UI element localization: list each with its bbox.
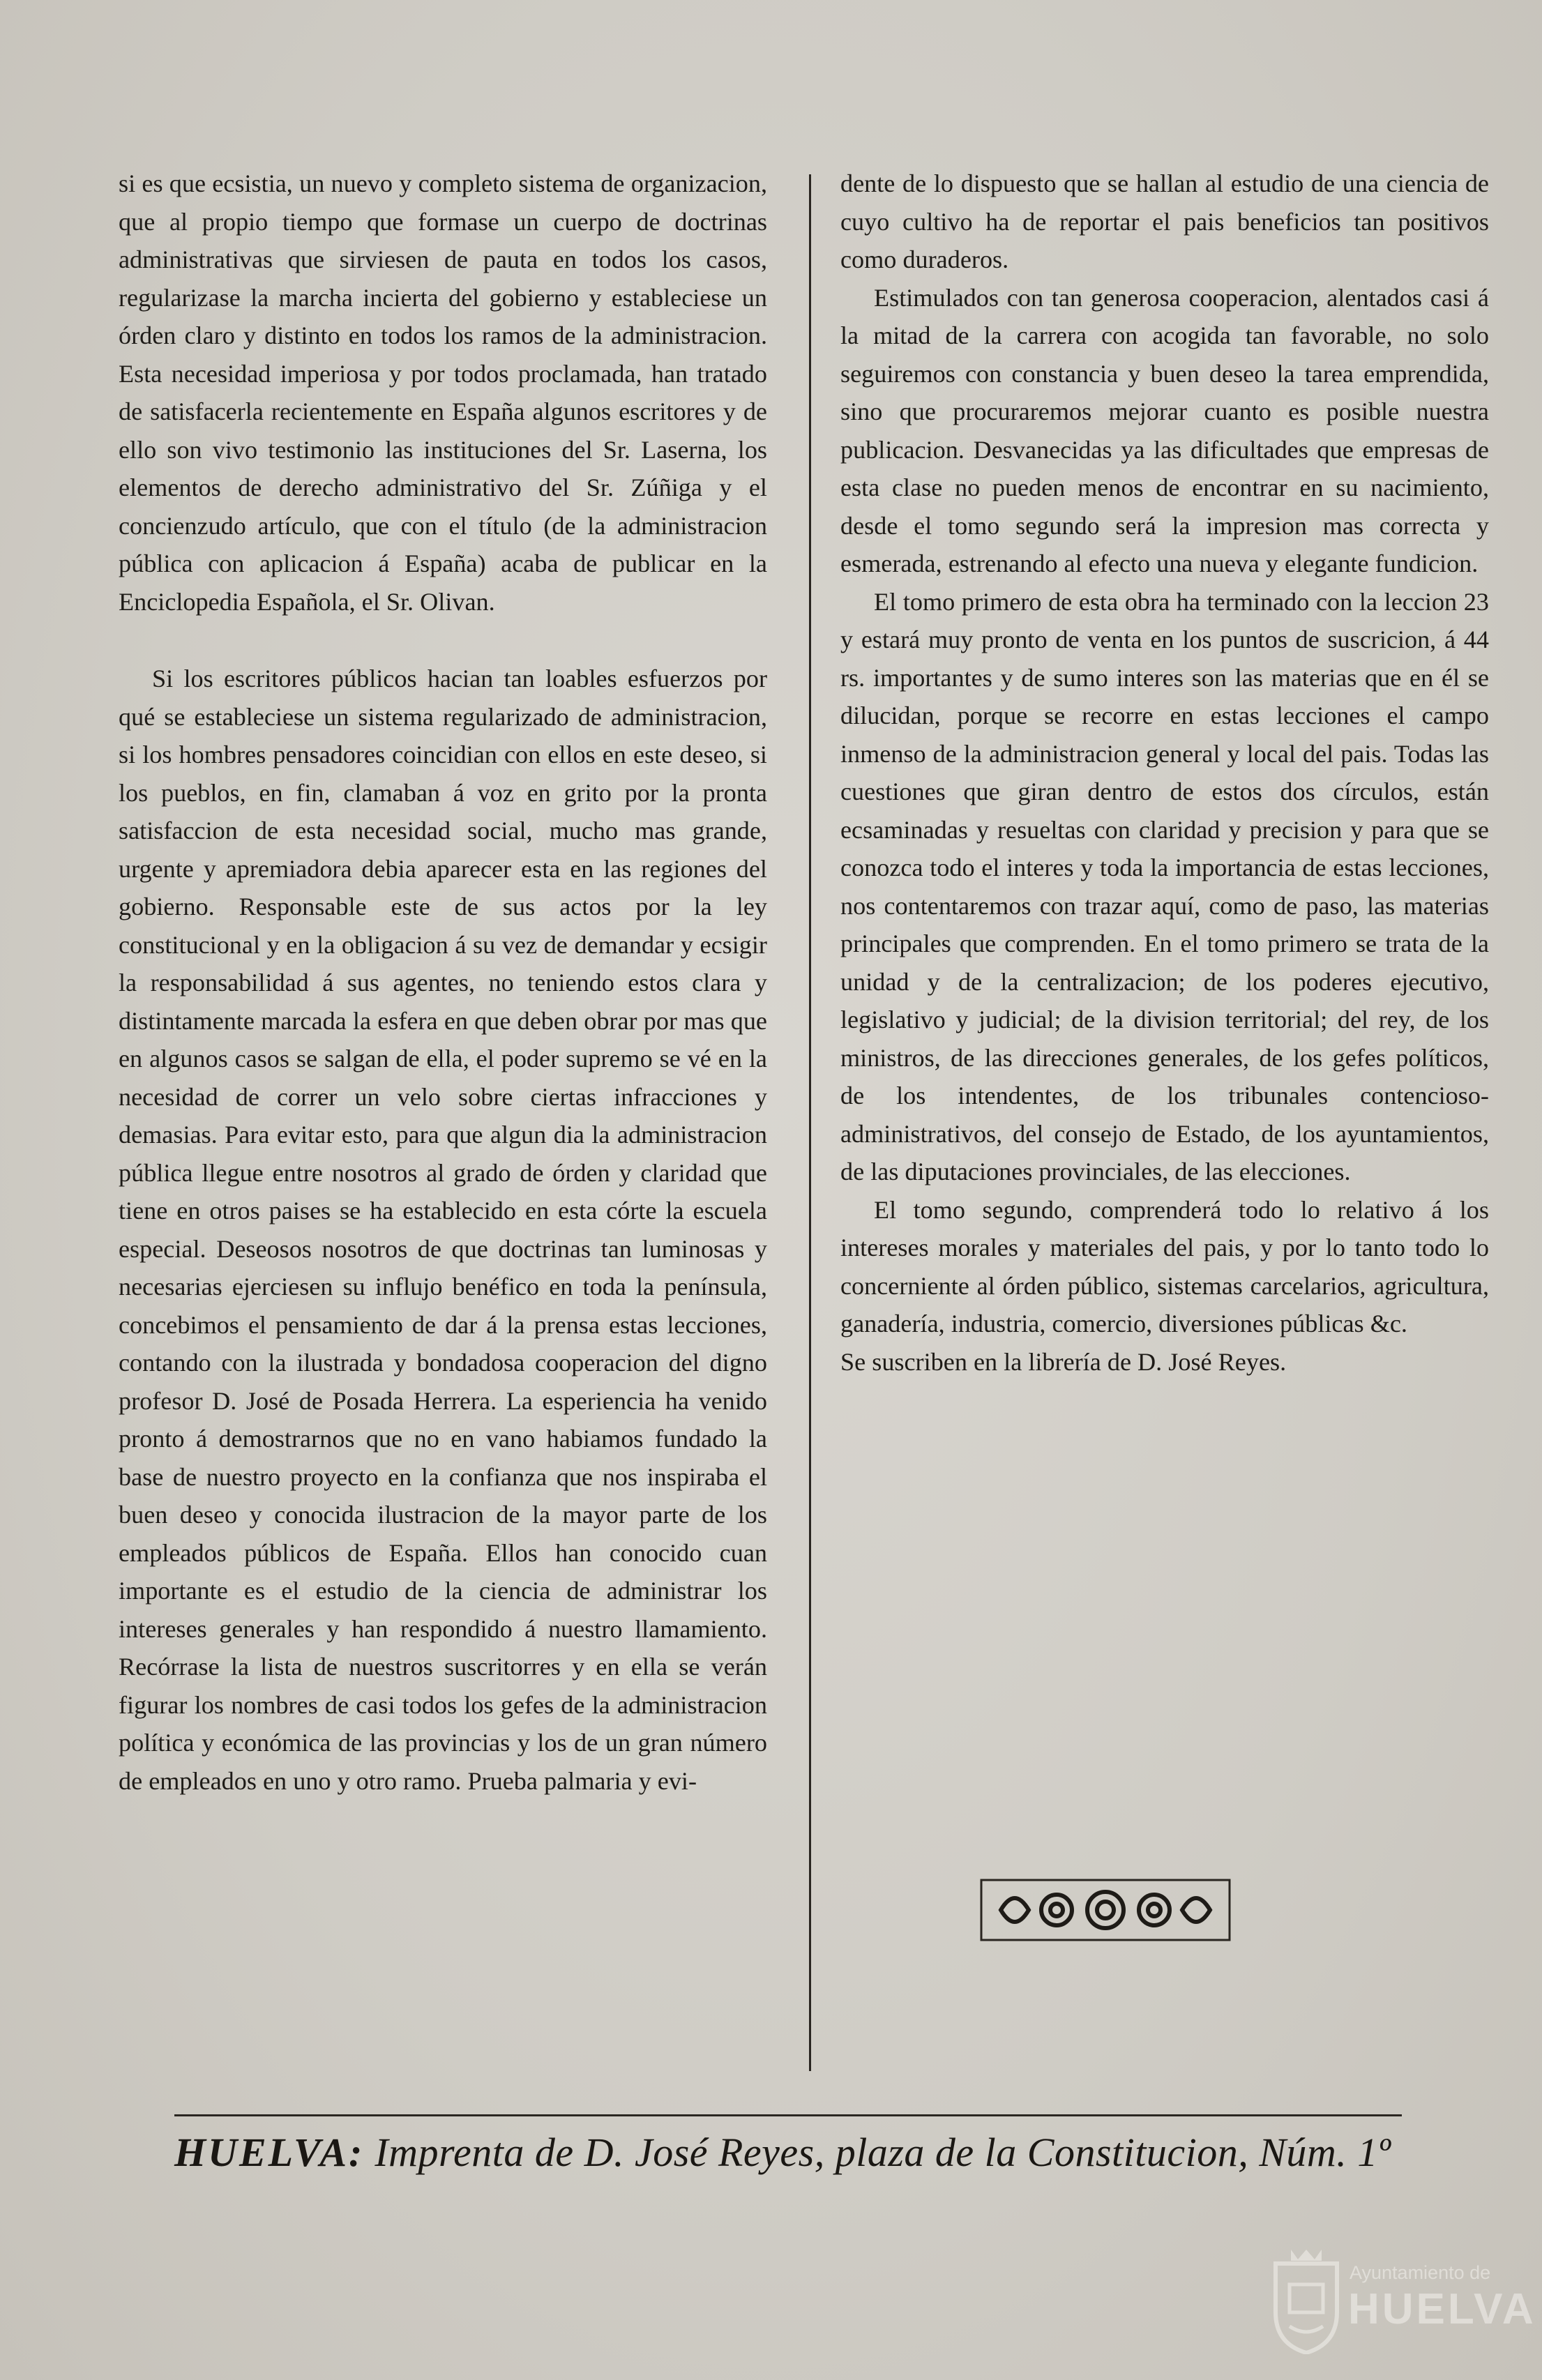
right-paragraph-4: El tomo segundo, comprenderá todo lo relativo á los intereses morales y materiales del pais, y por lo tanto todo lo concerniente al órden público, sistemas carcelarios, agricultura, ganadería, industria, comercio, diversiones públicas &c. bbox=[840, 1195, 1489, 1337]
right-paragraph-1: dente de lo dispuesto que se hallan al estudio de una ciencia de cuyo cultivo ha de reportar el pais beneficios tan positivos como duraderos. bbox=[840, 169, 1489, 273]
subscription-note: Se suscriben en la librería de D. José Reyes. bbox=[840, 1347, 1287, 1376]
scroll-ornament-icon bbox=[980, 1876, 1231, 1944]
left-paragraph-2: Si los escritores públicos hacian tan loables esfuerzos por qué se estableciese un sistema regularizado de administracion, si los hombres pensadores coincidian con ellos en este deseo, si los pueblos, en fin, clamaban á voz en grito por la pronta satisfaccion de esta necesidad social, mucho mas grande, urgente y apremiadora debia aparecer esta en las regiones del gobierno. Responsable este de sus actos por la ley constitucional y en la obligacion á su vez de demandar y ecsigir la responsabilidad á sus agentes, no teniendo estos clara y distintamente marcada la esfera en que deben obrar por mas que en algunos casos se salgan de ella, el poder supremo se vé en la necesidad de correr un velo sobre ciertas infracciones y demasias. Para evitar esto, para que algun dia la administracion pública llegue entre nosotros al grado de órden y claridad que tiene en otros paises se ha establecido en esta córte la escuela especial. Deseosos nosotros de que doctrinas tan luminosas y necesarias ejerciesen su influjo benéfico en toda la península, concebimos el pensamiento de dar á la prensa estas lecciones, contando con la ilustrada y bondadosa cooperacion del digno profesor D. José de Posada Herrera. La esperiencia ha venido pronto á demostrarnos que no en vano habiamos fundado la base de nuestro proyecto en la confianza que nos inspiraba el buen deseo y conocida ilustracion de la mayor parte de los empleados públicos de España. Ellos han conocido cuan importante es el estudio de la ciencia de administrar los intereses generales y han respondido á nuestro llamamiento. Recórrase la lista de nuestros suscritorres y en ella se verán figurar los nombres de casi todos los gefes de la administracion política y económica de las provincias y los de un gran número de empleados en uno y otro ramo. Prueba palmaria y evi- bbox=[119, 665, 767, 1795]
right-paragraph-2: Estimulados con tan generosa cooperacion, alentados casi á la mitad de la carrera con acogida tan favorable, no solo seguiremos con constancia y buen deseo la tarea emprendida, sino que procuraremos mejorar cuanto es posible nuestra publicacion. Desvanecidas ya las dificultades que empresas de esta clase no pueden menos de encontrar en su nacimiento, desde el tomo segundo será la impresion mas correcta y esmerada, estrenando al efecto una nueva y elegante fundicion. bbox=[840, 283, 1489, 577]
imprint-city: HUELVA: bbox=[174, 2130, 365, 2175]
imprint-text: Imprenta de D. José Reyes, plaza de la Constitucion, Núm. 1º bbox=[375, 2130, 1391, 2175]
coat-of-arms-icon bbox=[1269, 2250, 1344, 2354]
column-divider bbox=[809, 174, 811, 2071]
right-paragraph-3: El tomo primero de esta obra ha terminado con la leccion 23 y estará muy pronto de venta en los puntos de suscricion, á 44 rs. importantes y de sumo interes son las materias que en él se dilucidan, porque se recorre en estas lecciones el campo inmenso de la administracion general y local del pais. Todas las cuestiones que giran dentro de estos dos círculos, están ecsaminadas y resueltas con claridad y precision y para que se conozca todo el interes y toda la importancia de estas lecciones, nos contentaremos con trazar aquí, como de paso, las materias principales que comprenden. En el tomo primero se trata de la unidad y de la centralizacion; de los poderes ejecutivo, legislativo y judicial; de la division territorial; del rey, de los ministros, de las direcciones generales, de los gefes políticos, de los intendentes, de los tribunales contencioso-administrativos, del consejo de Estado, de los ayuntamientos, de las diputaciones provinciales, de las elecciones. bbox=[840, 587, 1489, 1185]
left-paragraph-1: si es que ecsistia, un nuevo y completo sistema de organizacion, que al propio tiempo que formase un cuerpo de doctrinas administrativas que sirviesen de pauta en todos los casos, regularizase la marcha incierta del gobierno y estableciese un órden claro y distinto en todos los ramos de la administracion. Esta necesidad imperiosa y por todos proclamada, han tratado de satisfacerla recientemente en España algunos escritores y de ello son vivo testimonio las instituciones del Sr. Laserna, los elementos de derecho administrativo del Sr. Zúñiga y el concienzudo artículo, que con el título (de la administracion pública con aplicacion á España) acaba de publicar en la Enciclopedia Española, el Sr. Olivan. bbox=[119, 169, 767, 616]
archive-watermark bbox=[1259, 2244, 1536, 2359]
watermark-small-text: Ayuntamiento de bbox=[1350, 2262, 1491, 2283]
watermark-big-text: HUELVA bbox=[1348, 2285, 1536, 2333]
left-column bbox=[119, 165, 767, 1800]
printer-imprint bbox=[174, 2114, 1402, 2176]
right-column bbox=[840, 165, 1489, 1381]
